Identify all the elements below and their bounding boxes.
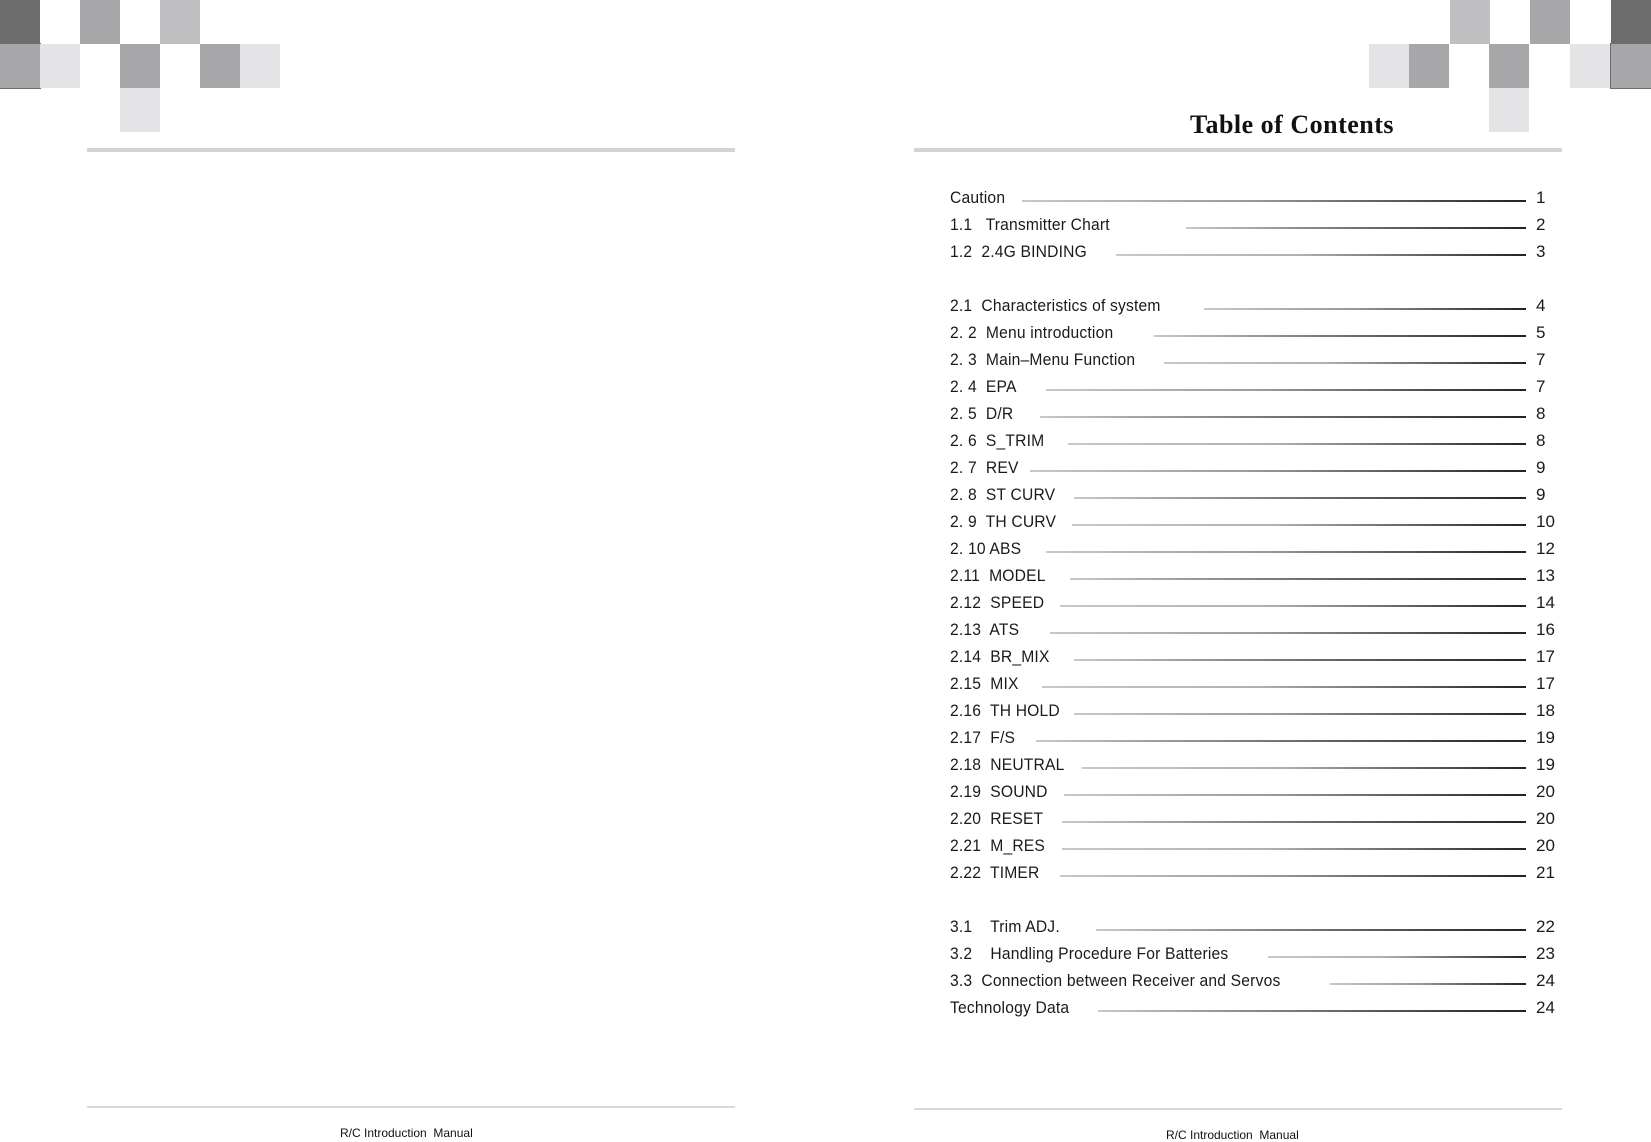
toc-entry[interactable] xyxy=(950,187,1560,213)
deco-square xyxy=(1489,44,1529,88)
toc-entry-page-number: 1 xyxy=(1536,188,1546,207)
toc-leader-line xyxy=(1060,605,1526,607)
toc-entry-page-number: 17 xyxy=(1536,647,1555,666)
toc-entry[interactable] xyxy=(950,970,1560,996)
deco-square xyxy=(40,44,80,88)
deco-square xyxy=(1611,0,1651,44)
toc-entry[interactable] xyxy=(950,862,1560,888)
toc-leader-line xyxy=(1046,389,1526,391)
toc-leader-line xyxy=(1068,443,1526,445)
toc-entry[interactable] xyxy=(950,943,1560,969)
toc-entry-page-number: 13 xyxy=(1536,566,1555,585)
toc-entry-label: 2. 4 EPA xyxy=(950,377,1017,396)
toc-entry-label: 2.20 RESET xyxy=(950,809,1044,828)
toc-entry-page-number: 5 xyxy=(1536,323,1546,342)
toc-entry-label: 2. 10 ABS xyxy=(950,539,1022,558)
deco-square xyxy=(160,0,200,44)
toc-entry-page-number: 22 xyxy=(1536,917,1555,936)
toc-leader-line xyxy=(1030,470,1526,472)
toc-entry-label: 2.21 M_RES xyxy=(950,836,1046,855)
toc-entry[interactable] xyxy=(950,322,1560,348)
toc-entry-page-number: 20 xyxy=(1536,836,1555,855)
toc-leader-line xyxy=(1042,686,1526,688)
toc-entry[interactable] xyxy=(950,808,1560,834)
toc-entry[interactable] xyxy=(950,835,1560,861)
toc-entry[interactable] xyxy=(950,349,1560,375)
toc-entry-page-number: 7 xyxy=(1536,377,1546,396)
deco-square xyxy=(240,44,280,88)
header-rule-left xyxy=(87,148,735,152)
deco-square xyxy=(120,44,160,88)
deco-square xyxy=(1530,0,1570,44)
toc-entry[interactable] xyxy=(950,511,1560,537)
deco-square xyxy=(1409,44,1449,88)
toc-entry[interactable] xyxy=(950,376,1560,402)
toc-leader-line xyxy=(1046,551,1526,553)
deco-square xyxy=(1570,44,1610,88)
toc-entry-label: 3.1 Trim ADJ. xyxy=(950,917,1060,936)
toc-entry-page-number: 4 xyxy=(1536,296,1546,315)
toc-leader-line xyxy=(1074,713,1526,715)
toc-entry[interactable] xyxy=(950,457,1560,483)
toc-leader-line xyxy=(1186,227,1526,229)
toc-entry[interactable] xyxy=(950,727,1560,753)
toc-entry[interactable] xyxy=(950,241,1560,267)
deco-square xyxy=(80,0,120,44)
toc-entry[interactable] xyxy=(950,673,1560,699)
toc-entry[interactable] xyxy=(950,754,1560,780)
toc-entry-page-number: 21 xyxy=(1536,863,1555,882)
toc-entry-label: 2.11 MODEL xyxy=(950,566,1046,585)
toc-leader-line xyxy=(1204,308,1526,310)
toc-entry-label: 3.3 Connection between Receiver and Servos xyxy=(950,971,1281,990)
toc-leader-line xyxy=(1074,497,1526,499)
toc-entry[interactable] xyxy=(950,403,1560,429)
toc-entry-label: 2. 8 ST CURV xyxy=(950,485,1056,504)
toc-entry[interactable] xyxy=(950,430,1560,456)
toc-leader-line xyxy=(1074,659,1526,661)
toc-leader-line xyxy=(1062,821,1526,823)
toc-entry[interactable] xyxy=(950,700,1560,726)
toc-leader-line xyxy=(1164,362,1526,364)
toc-entry-label: 2.18 NEUTRAL xyxy=(950,755,1065,774)
deco-square xyxy=(200,44,240,88)
toc-entry-label: 2.12 SPEED xyxy=(950,593,1045,612)
toc-entry[interactable] xyxy=(950,781,1560,807)
toc-entry-label: 2.17 F/S xyxy=(950,728,1016,747)
toc-entry-label: 2. 7 REV xyxy=(950,458,1019,477)
toc-entry-page-number: 20 xyxy=(1536,782,1555,801)
toc-entry[interactable] xyxy=(950,565,1560,591)
toc-leader-line xyxy=(1268,956,1526,958)
footer-left: R/C Introduction Manual xyxy=(340,1126,473,1140)
toc-entry-label: 1.2 2.4G BINDING xyxy=(950,242,1087,261)
footer-rule-right xyxy=(914,1108,1562,1110)
toc-entry-label: 2.15 MIX xyxy=(950,674,1019,693)
toc-entry-page-number: 20 xyxy=(1536,809,1555,828)
toc-entry-page-number: 9 xyxy=(1536,458,1546,477)
toc-leader-line xyxy=(1060,875,1526,877)
toc-entry[interactable] xyxy=(950,997,1560,1023)
toc-entry-page-number: 3 xyxy=(1536,242,1546,261)
toc-entry-page-number: 18 xyxy=(1536,701,1555,720)
toc-entry-page-number: 23 xyxy=(1536,944,1555,963)
toc-entry-page-number: 9 xyxy=(1536,485,1546,504)
toc-entry-page-number: 10 xyxy=(1536,512,1555,531)
toc-entry-page-number: 19 xyxy=(1536,755,1555,774)
toc-leader-line xyxy=(1072,524,1526,526)
deco-square xyxy=(1611,44,1651,88)
deco-square xyxy=(120,88,160,132)
toc-entry-page-number: 12 xyxy=(1536,539,1555,558)
toc-leader-line xyxy=(1330,983,1526,985)
toc-entry-label: 1.1 Transmitter Chart xyxy=(950,215,1110,234)
toc-entry-label: 2.16 TH HOLD xyxy=(950,701,1060,720)
toc-entry-label: 2. 5 D/R xyxy=(950,404,1014,423)
toc-entry[interactable] xyxy=(950,646,1560,672)
toc-entry-page-number: 14 xyxy=(1536,593,1555,612)
toc-leader-line xyxy=(1064,794,1526,796)
toc-entry-page-number: 17 xyxy=(1536,674,1555,693)
toc-entry-label: 2. 9 TH CURV xyxy=(950,512,1057,531)
footer-rule-left xyxy=(87,1106,735,1108)
toc-entry[interactable] xyxy=(950,916,1560,942)
toc-leader-line xyxy=(1070,578,1526,580)
footer-right: R/C Introduction Manual xyxy=(1166,1128,1299,1142)
toc-entry-label: 2.22 TIMER xyxy=(950,863,1040,882)
deco-square xyxy=(1450,0,1490,44)
page-title: Table of Contents xyxy=(1190,110,1395,139)
toc-entry-page-number: 19 xyxy=(1536,728,1555,747)
toc-entry-label: 2.19 SOUND xyxy=(950,782,1048,801)
toc-entry[interactable] xyxy=(950,592,1560,618)
toc-leader-line xyxy=(1154,335,1526,337)
toc-entry[interactable] xyxy=(950,214,1560,240)
toc-entry[interactable] xyxy=(950,484,1560,510)
toc-leader-line xyxy=(1082,767,1526,769)
toc-leader-line xyxy=(1050,632,1526,634)
toc-entry-label: Caution xyxy=(950,188,1006,207)
toc-entry-page-number: 7 xyxy=(1536,350,1546,369)
toc-entry[interactable] xyxy=(950,619,1560,645)
toc-entry-page-number: 24 xyxy=(1536,998,1555,1017)
toc-leader-line xyxy=(1040,416,1526,418)
toc-entry-page-number: 16 xyxy=(1536,620,1555,639)
toc-entry-page-number: 24 xyxy=(1536,971,1555,990)
toc-entry-label: Technology Data xyxy=(950,998,1070,1017)
toc-leader-line xyxy=(1022,200,1526,202)
toc-leader-line xyxy=(1116,254,1526,256)
deco-square xyxy=(1489,88,1529,132)
toc-entry[interactable] xyxy=(950,538,1560,564)
toc-entry-label: 2. 2 Menu introduction xyxy=(950,323,1114,342)
deco-square xyxy=(0,44,40,88)
toc-leader-line xyxy=(1036,740,1526,742)
toc-entry-label: 2. 6 S_TRIM xyxy=(950,431,1045,450)
toc-entry[interactable] xyxy=(950,295,1560,321)
toc-entry-label: 2.13 ATS xyxy=(950,620,1020,639)
toc-leader-line xyxy=(1096,929,1526,931)
toc-entry-label: 3.2 Handling Procedure For Batteries xyxy=(950,944,1229,963)
toc-entry-label: 2. 3 Main–Menu Function xyxy=(950,350,1136,369)
header-rule-right xyxy=(914,148,1562,152)
deco-square xyxy=(1369,44,1409,88)
deco-square xyxy=(0,0,40,44)
toc-entry-page-number: 8 xyxy=(1536,431,1546,450)
toc-leader-line xyxy=(1098,1010,1526,1012)
toc-entry-label: 2.14 BR_MIX xyxy=(950,647,1050,666)
toc-leader-line xyxy=(1062,848,1526,850)
toc-entry-page-number: 2 xyxy=(1536,215,1546,234)
toc-entry-label: 2.1 Characteristics of system xyxy=(950,296,1161,315)
toc-entry-page-number: 8 xyxy=(1536,404,1546,423)
